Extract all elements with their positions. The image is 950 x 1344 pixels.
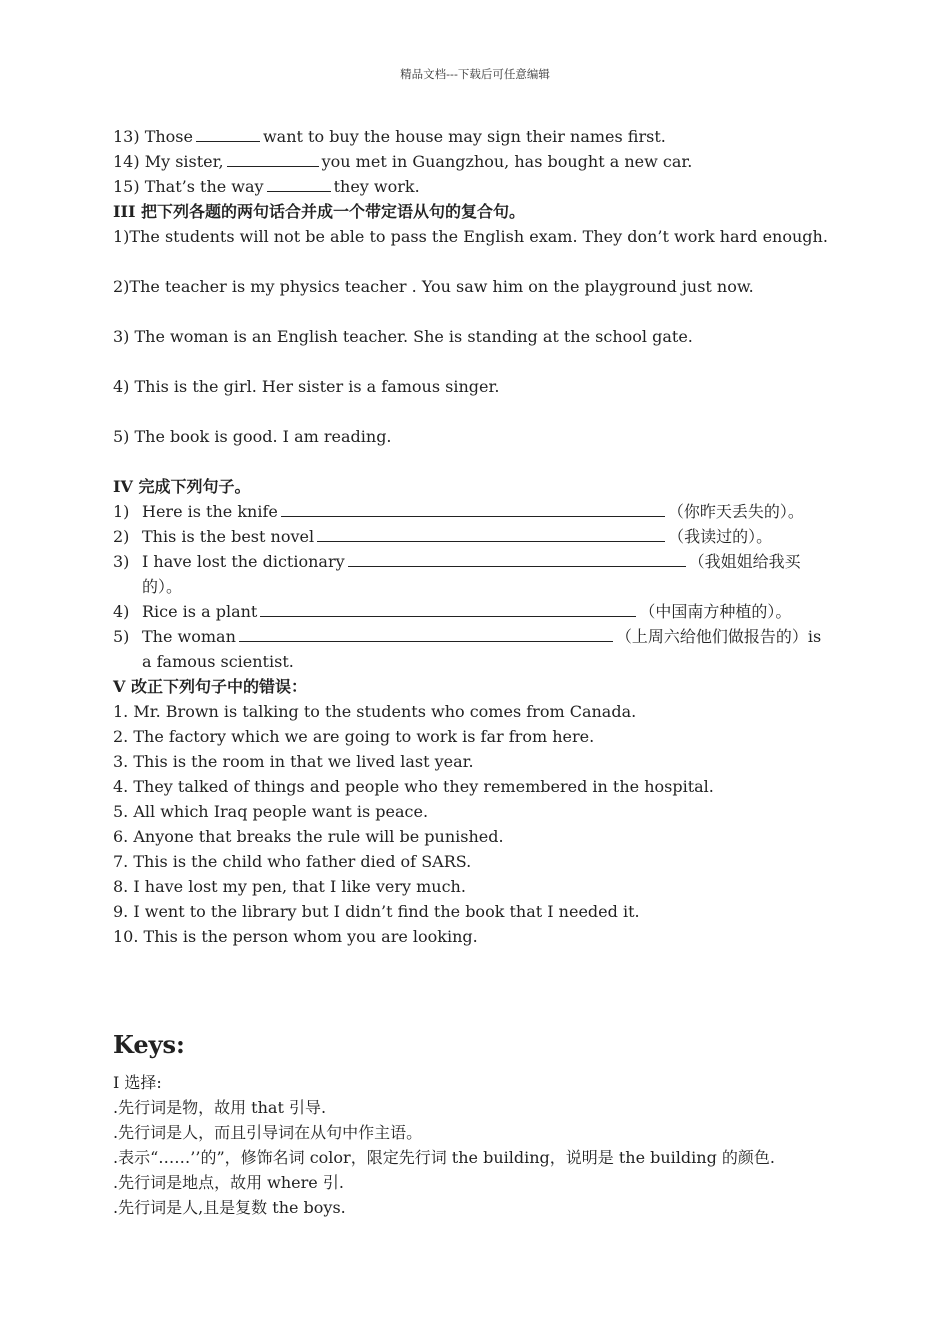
complete-item-3 xyxy=(113,549,838,574)
correct-item-1: 1. Mr. Brown is talking to the students who comes from Canada. xyxy=(113,702,637,721)
correct-item-6: 6. Anyone that breaks the rule will be punished. xyxy=(113,827,504,846)
section-5-title: V 改正下列句子中的错误： xyxy=(113,677,307,696)
combine-item-3: 3) The woman is an English teacher. She is standing at the school gate. xyxy=(113,327,693,346)
item-text: Here is the knife xyxy=(142,502,278,521)
page-header: 精品文档---下载后可任意编辑 xyxy=(400,67,550,81)
complete-item-3-cont xyxy=(113,574,838,599)
item-hint: （中国南方种植的）。 xyxy=(639,602,792,621)
line-text: 14) My sister, xyxy=(113,152,224,171)
item-hint: （你昨天丢失的）。 xyxy=(667,502,804,521)
exercise-line-13 xyxy=(113,124,838,149)
complete-item-5 xyxy=(113,624,838,649)
line-text: you met in Guangzhou, has bought a new car. xyxy=(321,152,693,171)
section-4-title: IV 完成下列句子。 xyxy=(113,477,251,496)
key-item: .先行词是人，而且引导词在从句中作主语。 xyxy=(113,1123,423,1142)
item-text: I have lost the dictionary xyxy=(142,552,345,571)
combine-item-2: 2)The teacher is my physics teacher . You saw him on the playground just now. xyxy=(113,277,754,296)
line-text: they work. xyxy=(333,177,420,196)
item-text: This is the best novel xyxy=(142,527,315,546)
correct-item-10: 10. This is the person whom you are looking. xyxy=(113,927,478,946)
keys-section xyxy=(113,1070,843,1220)
item-text-cont: a famous scientist. xyxy=(142,652,294,671)
answer-blank xyxy=(227,152,319,167)
complete-item-2 xyxy=(113,524,838,549)
line-text: 15) That’s the way xyxy=(113,177,264,196)
answer-blank xyxy=(348,552,686,567)
correct-item-2: 2. The factory which we are going to work is far from here. xyxy=(113,727,595,746)
exercise-line-14 xyxy=(113,149,838,174)
complete-item-1 xyxy=(113,499,838,524)
item-hint: （我读过的）。 xyxy=(668,527,773,546)
answer-blank xyxy=(267,177,331,192)
key-item: .先行词是物，故用 that 引导. xyxy=(113,1098,327,1117)
correct-item-7: 7. This is the child who father died of SARS. xyxy=(113,852,472,871)
combine-item-4: 4) This is the girl. Her sister is a famous singer. xyxy=(113,377,500,396)
correct-item-9: 9. I went to the library but I didn’t find the book that I needed it. xyxy=(113,902,640,921)
correct-item-5: 5. All which Iraq people want is peace. xyxy=(113,802,429,821)
correct-item-4: 4. They talked of things and people who they remembered in the hospital. xyxy=(113,777,714,796)
key-item: .表示“……’’的”，修饰名词 color，限定先行词 the building，说明是 the building 的颜色. xyxy=(113,1148,775,1167)
key-item: .先行词是人,且是复数 the boys. xyxy=(113,1198,346,1217)
key-item: I 选择: xyxy=(113,1073,162,1092)
worksheet-body xyxy=(113,124,838,949)
item-hint: （我姐姐给我买 xyxy=(688,552,801,571)
answer-blank xyxy=(317,527,665,542)
keys-title: Keys: xyxy=(113,1030,185,1059)
exercise-line-15 xyxy=(113,174,838,199)
answer-blank xyxy=(281,502,665,517)
line-text: want to buy the house may sign their names first. xyxy=(262,127,666,146)
correct-item-3: 3. This is the room in that we lived last year. xyxy=(113,752,474,771)
item-hint: （上周六给他们做报告的）is xyxy=(615,627,822,646)
combine-item-5: 5) The book is good. I am reading. xyxy=(113,427,392,446)
item-number: 1) xyxy=(113,502,130,521)
item-number: 4) xyxy=(113,602,130,621)
item-text: Rice is a plant xyxy=(142,602,258,621)
item-number: 3) xyxy=(113,552,130,571)
item-hint-cont: 的）。 xyxy=(142,577,183,596)
answer-blank xyxy=(260,602,636,617)
complete-item-5-cont xyxy=(113,649,838,674)
item-number: 2) xyxy=(113,527,130,546)
answer-blank xyxy=(196,127,260,142)
answer-blank xyxy=(239,627,613,642)
item-text: The woman xyxy=(142,627,236,646)
correct-item-8: 8. I have lost my pen, that I like very much. xyxy=(113,877,466,896)
section-3-title: III 把下列各题的两句话合并成一个带定语从句的复合句。 xyxy=(113,202,526,221)
item-number: 5) xyxy=(113,627,130,646)
key-item: .先行词是地点，故用 where 引. xyxy=(113,1173,344,1192)
line-text: 13) Those xyxy=(113,127,193,146)
complete-item-4 xyxy=(113,599,838,624)
combine-item-1: 1)The students will not be able to pass the English exam. They don’t work hard enough. xyxy=(113,227,828,246)
